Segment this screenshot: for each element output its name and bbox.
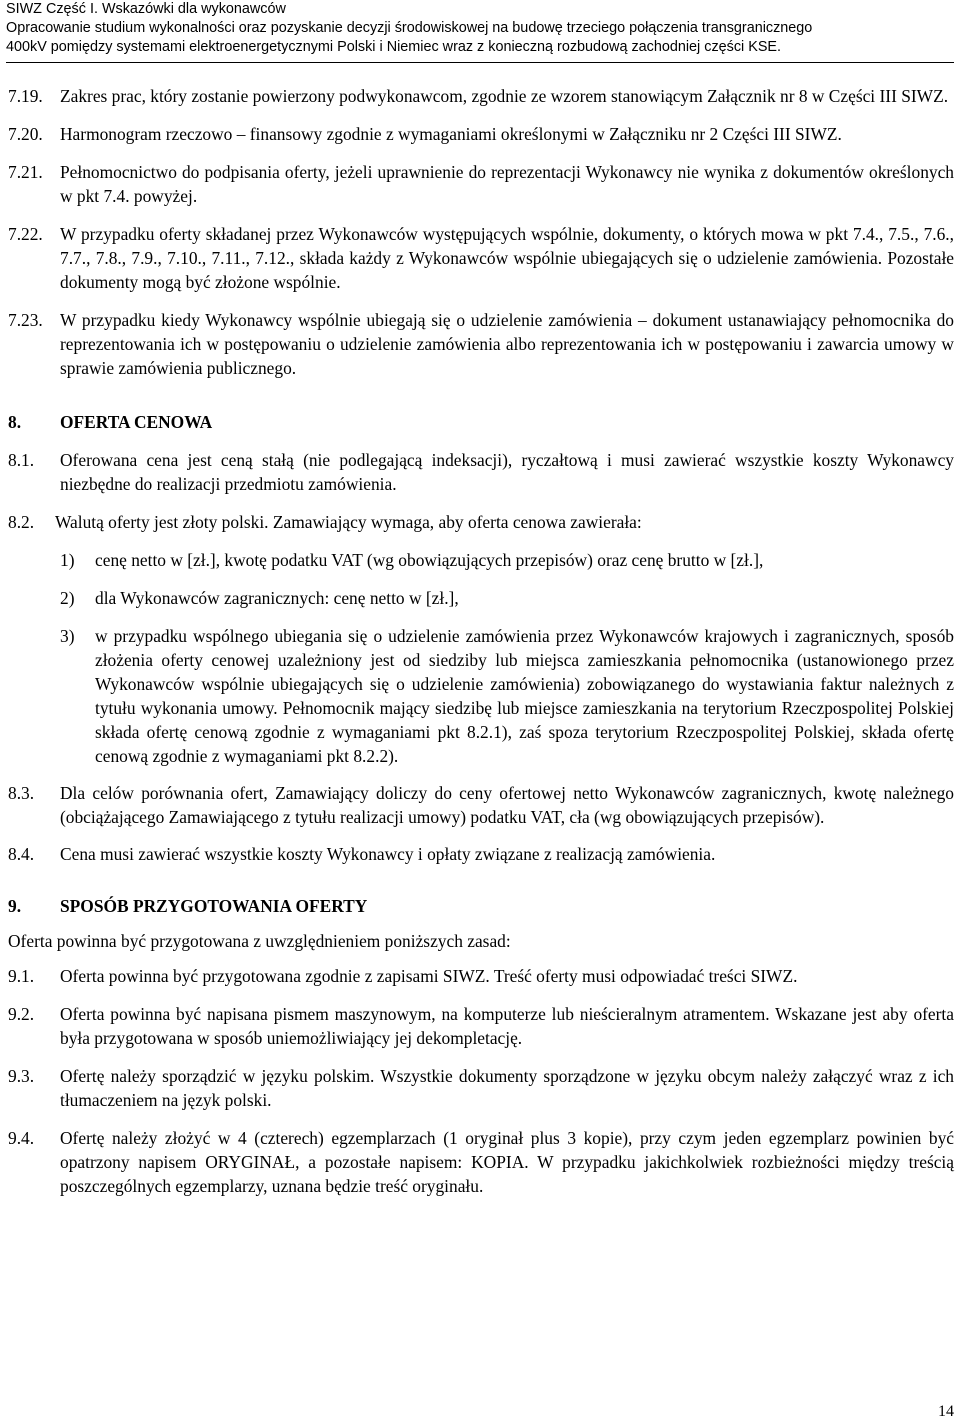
list-item-number: 2) <box>60 588 75 608</box>
paragraph-7-21 <box>8 160 954 208</box>
paragraph-number: 8.1. <box>8 450 35 470</box>
paragraph-text: Cena musi zawierać wszystkie koszty Wykonawcy i opłaty związane z realizacją zamówienia. <box>60 844 716 864</box>
section-intro: Oferta powinna być przygotowana z uwzględnieniem poniższych zasad: <box>8 931 511 951</box>
paragraph-9-4 <box>8 1126 954 1198</box>
paragraph-number: 7.21. <box>8 162 43 182</box>
paragraph-text: Harmonogram rzeczowo – finansowy zgodnie z wymaganiami określonymi w Załączniku nr 2 Części III SIWZ. <box>60 124 842 144</box>
paragraph-9-1 <box>8 964 954 988</box>
paragraph-9-2 <box>8 1002 954 1050</box>
section-heading-8 <box>8 410 954 434</box>
paragraph-number: 7.22. <box>8 224 43 244</box>
paragraph-8-1 <box>8 448 954 496</box>
document-body <box>8 84 954 1198</box>
paragraph-text: W przypadku oferty składanej przez Wykonawców występujących wspólnie, dokumenty, o których mowa w pkt 7.4., 7.5., 7.6., 7.7., 7.8., 7.9., 7.10., 7.11., 7.12., składa każdy z Wykonawców wspólnie ubiegających się o udzielenie zamówienia. Pozostałe dokumenty mogą być złożone wspólnie. <box>60 224 954 292</box>
list-item-8-2-1 <box>60 548 954 572</box>
list-item-8-2-3 <box>60 624 954 768</box>
list-item-number: 1) <box>60 550 75 570</box>
paragraph-number: 7.20. <box>8 124 43 144</box>
paragraph-text: Pełnomocnictwo do podpisania oferty, jeżeli uprawnienie do reprezentacji Wykonawcy nie wynika z dokumentów określonych w pkt 7.4. powyżej. <box>60 162 954 206</box>
paragraph-text: Dla celów porównania ofert, Zamawiający doliczy do ceny ofertowej netto Wykonawców zagranicznych, kwotę należnego (obciążającego Zamawiającego z tytułu realizacji umowy) podatku VAT, cła (wg obowiązujących przepisów). <box>60 783 954 827</box>
list-item-text: dla Wykonawców zagranicznych: cenę netto w [zł.], <box>95 588 459 608</box>
list-item-8-2-2 <box>60 586 954 610</box>
header-line-1: SIWZ Część I. Wskazówki dla wykonawców <box>6 1 286 17</box>
section-number: 8. <box>8 412 22 432</box>
paragraph-text: W przypadku kiedy Wykonawcy wspólnie ubiegają się o udzielenie zamówienia – dokument ustanawiający pełnomocnika do reprezentowania ich w postępowaniu o udzielenie zamówienia albo reprezentowania ich w postępowaniu i zawarcia umowy w sprawie zamówienia publicznego. <box>60 310 954 378</box>
section-number: 9. <box>8 896 22 916</box>
paragraph-7-22 <box>8 222 954 294</box>
list-item-text: w przypadku wspólnego ubiegania się o udzielenie zamówienia przez Wykonawców krajowych i zagranicznych, sposób złożenia oferty cenowej uzależniony jest od siedziby lub miejsca zamieszkania pełnomocnika (ustanowionego przez Wykonawców wspólnie ubiegających się o udzielenie zamówienia) zobowiązanego do wystawiania faktur należnych z tytułu wykonania umowy. Pełnomocnik mający siedzibę lub miejsce zamieszkania na terytorium Rzeczpospolitej Polskiej składa ofertę cenową zgodnie z wymaganiami pkt 8.2.1), zaś spoza terytorium Rzeczpospolitej Polskiej, składa ofertę cenową zgodnie z wymaganiami pkt 8.2.2). <box>95 626 954 766</box>
page-number: 14 <box>938 1403 954 1420</box>
paragraph-8-2 <box>8 510 954 534</box>
section-title: OFERTA CENOWA <box>60 412 213 432</box>
paragraph-number: 8.4. <box>8 844 35 864</box>
paragraph-9-3 <box>8 1064 954 1112</box>
page-header <box>6 0 956 57</box>
list-item-number: 3) <box>60 626 75 646</box>
paragraph-number: 9.4. <box>8 1128 35 1148</box>
paragraph-number: 9.3. <box>8 1066 35 1086</box>
paragraph-number: 9.1. <box>8 966 35 986</box>
section-heading-9 <box>8 894 954 918</box>
paragraph-text: Oferta powinna być przygotowana zgodnie z zapisami SIWZ. Treść oferty musi odpowiadać treści SIWZ. <box>60 966 798 986</box>
header-divider <box>6 62 954 63</box>
paragraph-number: 9.2. <box>8 1004 35 1024</box>
paragraph-text: Oferowana cena jest ceną stałą (nie podlegającą indeksacji), ryczałtową i musi zawierać wszystkie koszty Wykonawcy niezbędne do realizacji przedmiotu zamówienia. <box>60 450 954 494</box>
paragraph-text: Ofertę należy złożyć w 4 (czterech) egzemplarzach (1 oryginał plus 3 kopie), przy czym jeden egzemplarz powinien być opatrzony napisem ORYGINAŁ, a pozostałe napisem: KOPIA. W przypadku jakichkolwiek rozbieżności między treścią poszczególnych egzemplarzy, uznana będzie treść oryginału. <box>60 1128 954 1196</box>
paragraph-8-4 <box>8 842 954 866</box>
paragraph-8-3 <box>8 781 954 829</box>
paragraph-text: Zakres prac, który zostanie powierzony podwykonawcom, zgodnie ze wzorem stanowiącym Załącznik nr 8 w Części III SIWZ. <box>60 86 949 106</box>
paragraph-text: Oferta powinna być napisana pismem maszynowym, na komputerze lub nieścieralnym atramentem. Wskazane jest aby oferta była przygotowana w sposób uniemożliwiający jej dekompletację. <box>60 1004 954 1048</box>
header-line-2: Opracowanie studium wykonalności oraz pozyskanie decyzji środowiskowej na budowę trzeciego połączenia transgranicznego <box>6 20 813 36</box>
paragraph-7-23 <box>8 308 954 380</box>
paragraph-7-20 <box>8 122 954 146</box>
paragraph-7-19 <box>8 84 954 108</box>
section-title: SPOSÓB PRZYGOTOWANIA OFERTY <box>60 896 368 916</box>
paragraph-number: 8.2. <box>8 512 35 532</box>
paragraph-number: 7.19. <box>8 86 43 106</box>
list-item-text: cenę netto w [zł.], kwotę podatku VAT (wg obowiązujących przepisów) oraz cenę brutto w [zł.], <box>95 550 764 570</box>
paragraph-text: Walutą oferty jest złoty polski. Zamawiający wymaga, aby oferta cenowa zawierała: <box>55 512 642 532</box>
header-line-3: 400kV pomiędzy systemami elektroenergetycznymi Polski i Niemiec wraz z konieczną rozbudową zachodniej części KSE. <box>6 39 782 55</box>
paragraph-number: 7.23. <box>8 310 43 330</box>
paragraph-text: Ofertę należy sporządzić w języku polskim. Wszystkie dokumenty sporządzone w języku obcym należy załączyć wraz z ich tłumaczeniem na język polski. <box>60 1066 954 1110</box>
paragraph-number: 8.3. <box>8 783 35 803</box>
